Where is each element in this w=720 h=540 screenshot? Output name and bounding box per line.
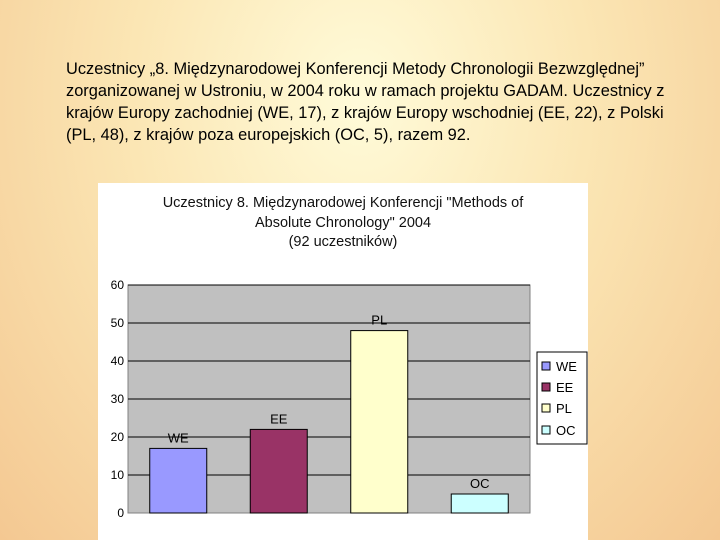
bar-WE [150, 448, 207, 513]
data-label-EE: EE [270, 411, 288, 427]
legend-label-EE: EE [556, 380, 574, 395]
y-tick-label: 0 [117, 506, 124, 520]
bar-OC [451, 494, 508, 513]
y-tick-label: 10 [110, 468, 124, 482]
bar-PL [351, 331, 408, 513]
bar-chart [98, 183, 588, 540]
bar-EE [250, 429, 307, 513]
legend-swatch-OC [542, 426, 550, 434]
legend-label-WE: WE [556, 359, 577, 374]
y-tick-label: 50 [110, 316, 124, 330]
y-tick-label: 40 [110, 354, 124, 368]
legend-label-PL: PL [556, 401, 572, 416]
y-tick-label: 30 [110, 392, 124, 406]
chart-title-line-2: Absolute Chronology" 2004 [254, 215, 432, 231]
chart-title-line-1: Uczestnicy 8. Międzynarodowej Konferencji "Methods of [162, 195, 524, 211]
legend-label-OC: OC [556, 423, 576, 438]
chart-panel [98, 183, 588, 540]
data-label-PL: PL [371, 312, 388, 328]
data-label-OC: OC [470, 476, 490, 491]
legend-swatch-WE [542, 362, 550, 370]
legend-swatch-PL [542, 404, 550, 412]
y-tick-label: 20 [110, 430, 124, 444]
slide-description: Uczestnicy „8. Międzynarodowej Konferencji Metody Chronologii Bezwzględnej” zorganizowanej w Ustroniu, w 2004 roku w ramach projektu GADAM. Uczestnicy z krajów Europy zachodniej (WE, 17), z krajów Europy wschodniej (EE, 22), z Polski (PL, 48), z krajów poza europejskich (OC, 5), razem 92. [66, 60, 665, 144]
data-label-WE: WE [167, 430, 189, 446]
legend-swatch-EE [542, 383, 550, 391]
y-tick-label: 60 [110, 278, 124, 292]
chart-title-line-3: (92 uczestników) [288, 234, 398, 250]
